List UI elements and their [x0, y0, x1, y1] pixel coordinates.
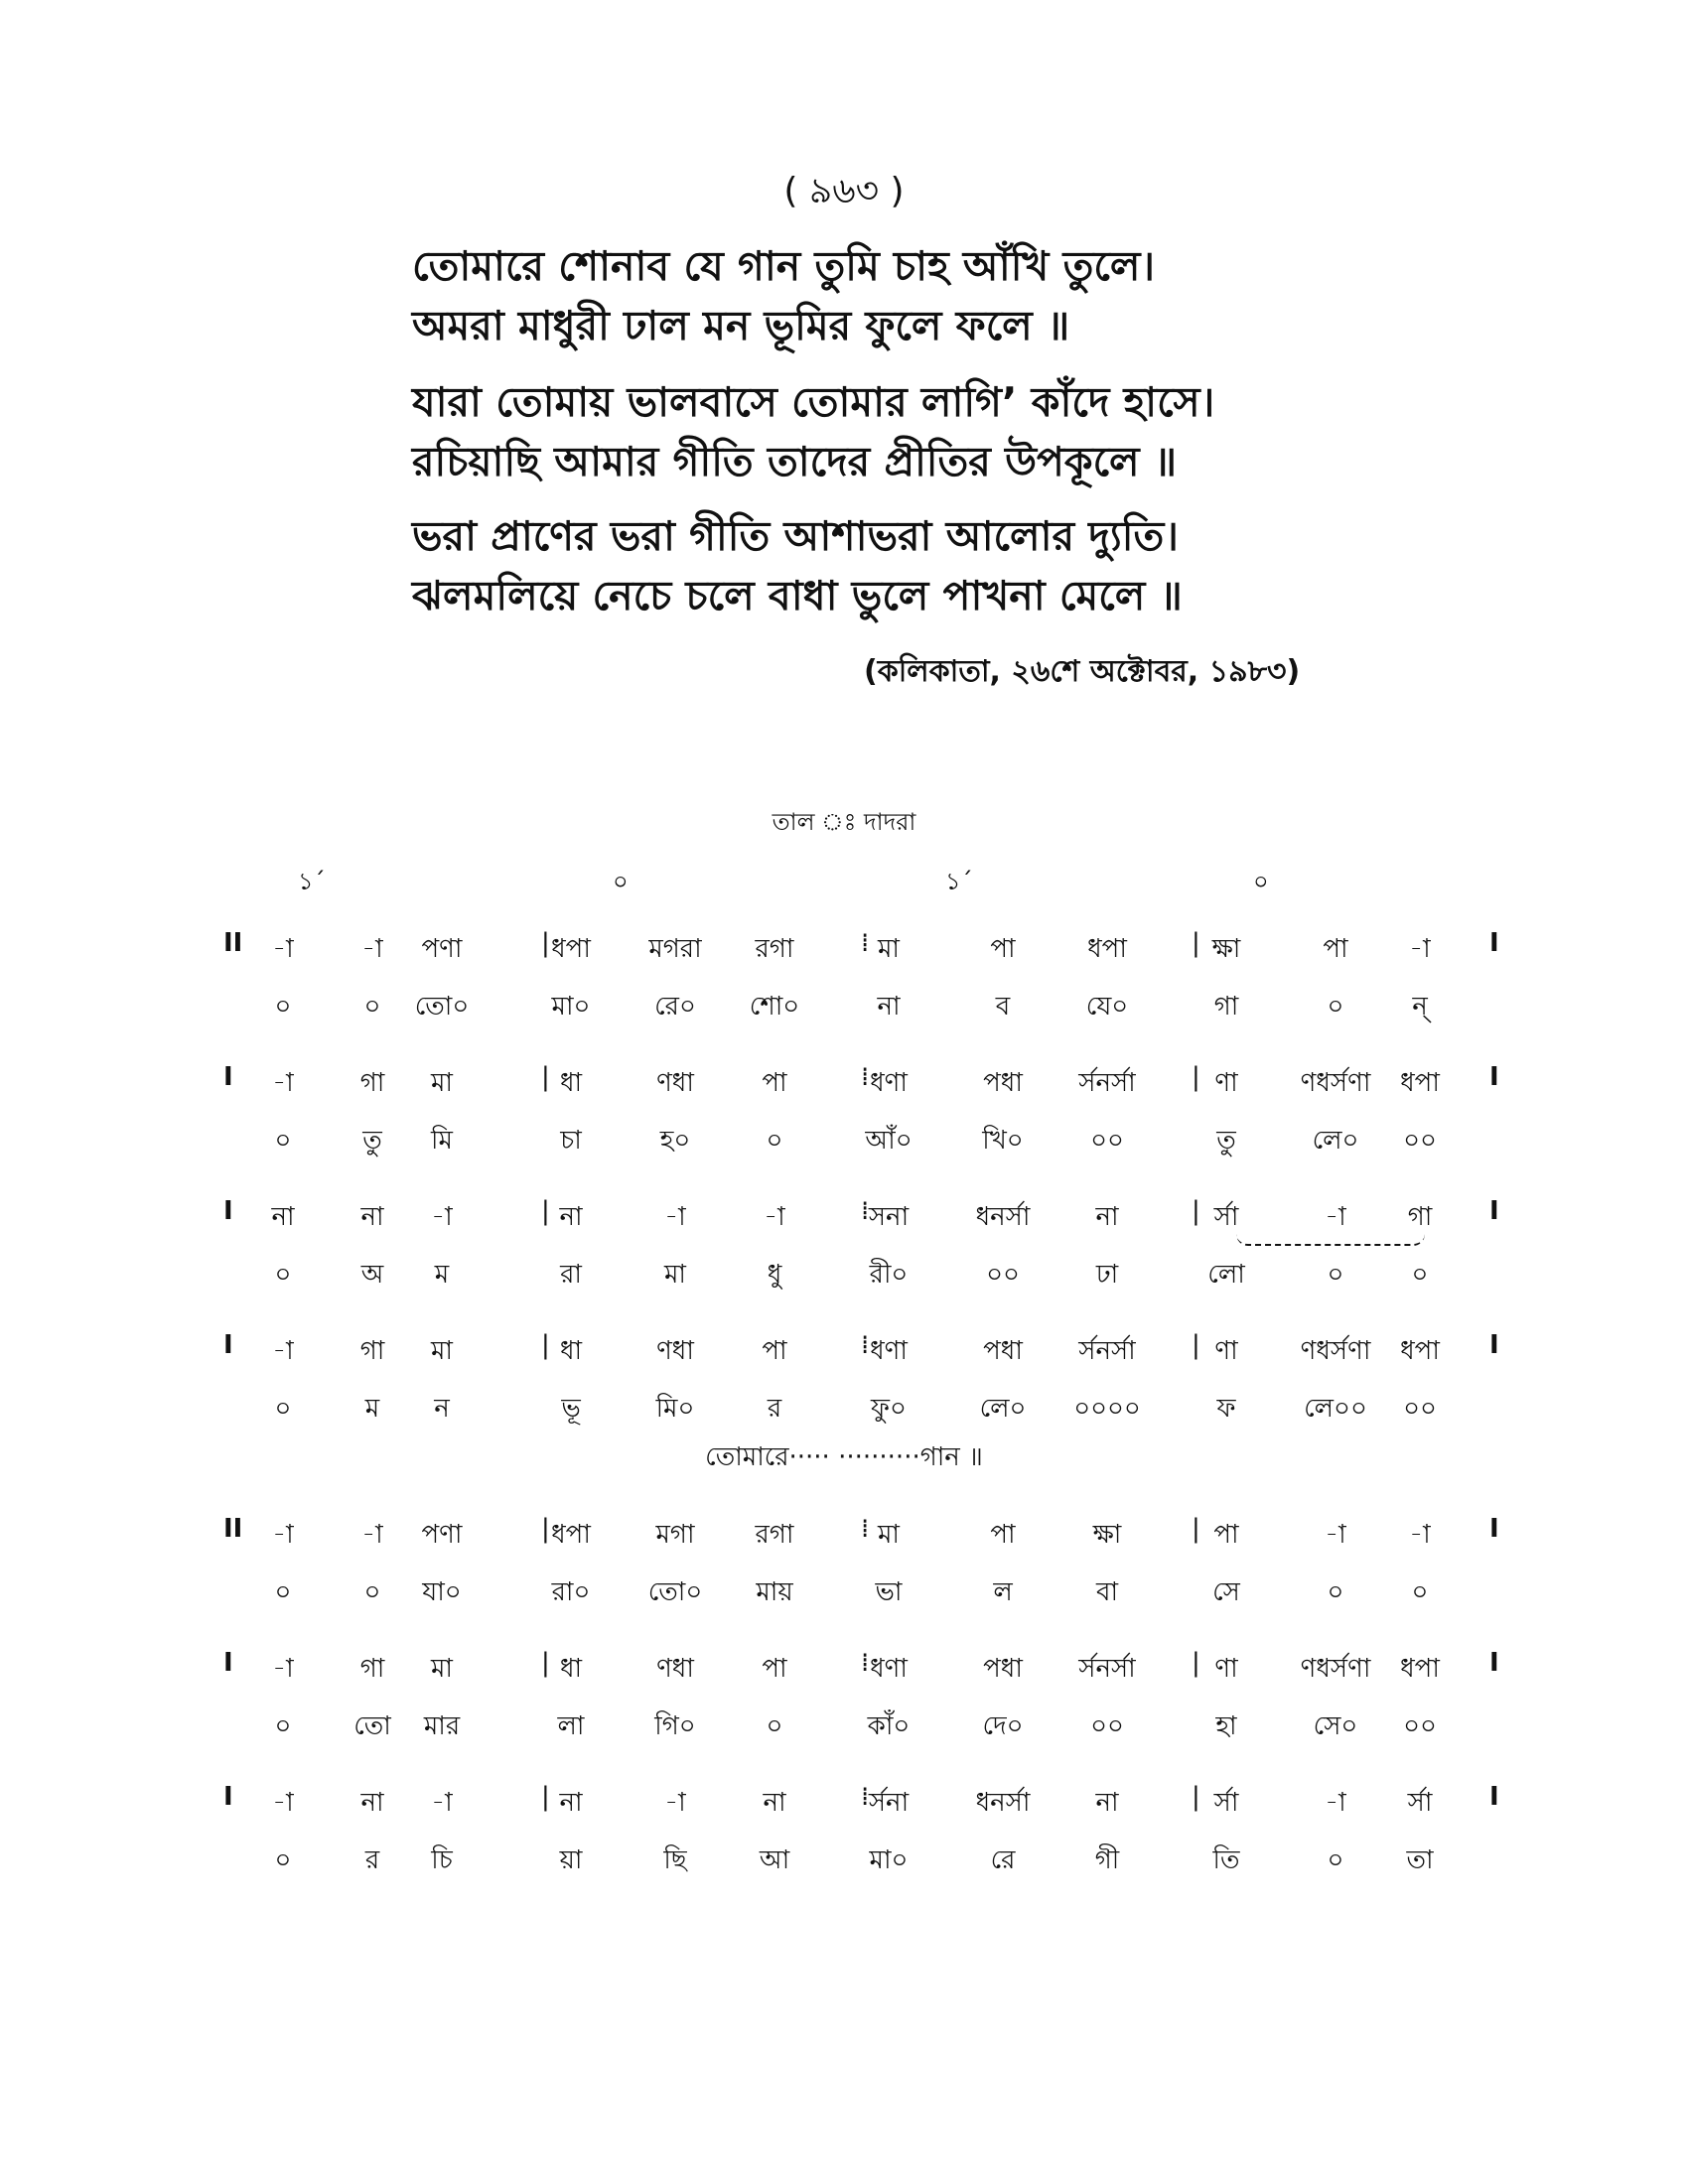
syllable-cell: ০ — [1327, 1260, 1344, 1290]
slur-mark — [1236, 1234, 1425, 1246]
beat-marker: ০ — [1253, 868, 1269, 895]
lyrics-stanza-3 — [412, 506, 1183, 625]
note-cell: -া — [272, 1068, 294, 1098]
lyric-line: রচিয়াছি আমার গীতি তাদের প্রীতির উপকূলে ॥ — [412, 438, 1178, 485]
note-cell: -া — [1325, 1520, 1346, 1550]
syllable-cell: গি০ — [654, 1711, 696, 1741]
page-number: ( ৯৬৩ ) — [783, 171, 905, 211]
syllable-cell: হ০ — [659, 1126, 691, 1156]
syllable-cell: তি — [1212, 1845, 1240, 1875]
bar-line-close: I — [1489, 1514, 1499, 1544]
note-cell: র্সা — [1213, 1202, 1239, 1232]
note-cell: না — [360, 1788, 384, 1818]
note-cell: ণা — [1214, 1068, 1238, 1098]
syllable-cell: অ — [360, 1260, 384, 1290]
note-cell: ধনর্সা — [975, 1788, 1031, 1818]
syllable-cell: তো০ — [647, 1577, 703, 1607]
note-cell: মা — [878, 1520, 900, 1550]
note-cell: না — [763, 1788, 786, 1818]
syllable-cell: না — [877, 992, 901, 1022]
note-cell: ধনর্সা — [975, 1202, 1031, 1232]
note-cell: রগা — [755, 1520, 794, 1550]
note-cell: মগরা — [648, 934, 702, 964]
note-cell: ণা — [1214, 1654, 1238, 1684]
note-cell: -া — [431, 1202, 453, 1232]
note-cell: ণধর্সণা — [1300, 1336, 1371, 1366]
note-cell: -া — [1409, 934, 1431, 964]
syllable-cell: গা — [1213, 992, 1239, 1022]
syllable-cell: ০ — [274, 1260, 292, 1290]
note-cell: র্সা — [1213, 1788, 1239, 1818]
syllable-cell: ০০ — [1403, 1394, 1437, 1424]
note-cell: পধা — [983, 1336, 1023, 1366]
syllable-cell: র — [767, 1394, 782, 1424]
note-cell: ধা — [559, 1068, 583, 1098]
syllable-cell: যে০ — [1085, 992, 1129, 1022]
note-cell: -া — [272, 1520, 294, 1550]
syllable-cell: ০ — [1327, 1845, 1344, 1875]
syllable-cell: মার — [423, 1711, 461, 1741]
note-cell: না — [559, 1788, 583, 1818]
note-cell: মা — [431, 1654, 453, 1684]
note-cell: পা — [990, 1520, 1016, 1550]
syllable-cell: ভা — [875, 1577, 903, 1607]
note-cell: ধপা — [1400, 1654, 1440, 1684]
syllable-cell: মি — [431, 1126, 453, 1156]
note-cell: গা — [1407, 1202, 1433, 1232]
syllable-cell: ০০ — [1090, 1126, 1124, 1156]
syllable-cell: লে০ — [1312, 1126, 1359, 1156]
note-cell: সনা — [868, 1202, 910, 1232]
syllable-cell: র — [364, 1845, 380, 1875]
beat-marker: ০ — [613, 868, 629, 895]
lyrics-stanza-2 — [412, 372, 1214, 491]
note-cell: ধপা — [1087, 934, 1127, 964]
note-cell: -া — [272, 1788, 294, 1818]
note-cell: ধণা — [870, 1336, 908, 1366]
syllable-cell: ভূ — [561, 1394, 581, 1424]
syllable-cell: ম — [434, 1260, 450, 1290]
syllable-cell: ম — [364, 1394, 380, 1424]
note-cell: -া — [272, 1654, 294, 1684]
beat-separator: ⁞ — [861, 1648, 870, 1678]
beat-separator: | — [541, 1514, 550, 1544]
lyrics-stanza-1 — [412, 236, 1155, 355]
note-cell: ধপা — [1400, 1336, 1440, 1366]
bar-line-open: I — [223, 1782, 233, 1812]
note-cell: পা — [1323, 934, 1348, 964]
syllable-cell: ০ — [363, 1577, 381, 1607]
beat-separator: | — [541, 1782, 550, 1812]
syllable-cell: ০ — [1327, 992, 1344, 1022]
lyric-line: যারা তোমায় ভালবাসে তোমার লাগি’ কাঁদে হাসে। — [412, 378, 1215, 426]
syllable-cell: যা০ — [422, 1577, 462, 1607]
syllable-cell: চি — [431, 1845, 453, 1875]
note-cell: মা — [431, 1068, 453, 1098]
beat-separator: | — [541, 1196, 550, 1226]
beat-separator: ⁞ — [861, 1330, 870, 1360]
syllable-cell: ০ — [766, 1126, 783, 1156]
return-line: তোমারে····· ··········গান ॥ — [705, 1442, 983, 1472]
beat-separator: | — [541, 1062, 550, 1092]
note-cell: পণা — [421, 1520, 463, 1550]
bar-line-open: I — [223, 1648, 233, 1678]
note-cell: রগা — [755, 934, 794, 964]
note-cell: ণধা — [656, 1654, 694, 1684]
beat-separator: | — [541, 928, 550, 958]
syllable-cell: হা — [1215, 1711, 1237, 1741]
lyric-line: অমরা মাধুরী ঢাল মন ভূমির ফুলে ফলে ॥ — [412, 302, 1070, 349]
beat-separator: | — [1192, 1196, 1200, 1226]
note-cell: -া — [764, 1202, 785, 1232]
syllable-cell: ব — [995, 992, 1011, 1022]
note-cell: -া — [361, 934, 383, 964]
syllable-cell: মি০ — [655, 1394, 695, 1424]
bar-line-close: I — [1489, 1782, 1499, 1812]
syllable-cell: তু — [1216, 1126, 1236, 1156]
note-cell: ধপা — [1400, 1068, 1440, 1098]
date-line: (কলিকাতা, ২৬শে অক্টোবর, ১৯৮৩) — [864, 654, 1301, 689]
beat-separator: | — [1192, 928, 1200, 958]
syllable-cell: তা — [1406, 1845, 1434, 1875]
beat-separator: | — [1192, 1062, 1200, 1092]
syllable-cell: ০ — [1327, 1577, 1344, 1607]
beat-separator: ⁞ — [861, 1062, 870, 1092]
note-cell: ক্ষা — [1092, 1520, 1122, 1550]
syllable-cell: রী০ — [869, 1260, 909, 1290]
beat-separator: ⁞ — [861, 1514, 870, 1544]
note-cell: ধপা — [551, 1520, 591, 1550]
syllable-cell: ধু — [767, 1260, 782, 1290]
syllable-cell: কাঁ০ — [867, 1711, 911, 1741]
bar-line-close: I — [1489, 928, 1499, 958]
syllable-cell: লে০০ — [1304, 1394, 1367, 1424]
note-cell: র্সনর্সা — [1078, 1654, 1136, 1684]
syllable-cell: ০ — [1411, 1577, 1429, 1607]
syllable-cell: ০ — [363, 992, 381, 1022]
syllable-cell: তো০ — [414, 992, 470, 1022]
note-cell: গা — [359, 1654, 385, 1684]
syllable-cell: ০০ — [1403, 1126, 1437, 1156]
note-cell: না — [559, 1202, 583, 1232]
note-cell: র্সনা — [868, 1788, 910, 1818]
note-cell: ণা — [1214, 1336, 1238, 1366]
syllable-cell: লে০ — [979, 1394, 1027, 1424]
syllable-cell: রে — [990, 1845, 1016, 1875]
note-cell: -া — [431, 1788, 453, 1818]
note-cell: ধা — [559, 1336, 583, 1366]
syllable-cell: ০ — [274, 1845, 292, 1875]
note-cell: ণধা — [656, 1068, 694, 1098]
syllable-cell: সে০ — [1313, 1711, 1358, 1741]
note-cell: -া — [361, 1520, 383, 1550]
beat-marker: ১´ — [298, 868, 326, 895]
note-cell: -া — [664, 1788, 686, 1818]
syllable-cell: লা — [557, 1711, 585, 1741]
note-cell: -া — [1409, 1520, 1431, 1550]
note-cell: -া — [1325, 1202, 1346, 1232]
syllable-cell: ০ — [274, 992, 292, 1022]
note-cell: গা — [359, 1068, 385, 1098]
note-cell: র্সা — [1407, 1788, 1433, 1818]
note-cell: -া — [664, 1202, 686, 1232]
syllable-cell: ০০০০ — [1073, 1394, 1141, 1424]
bar-line-close: I — [1489, 1648, 1499, 1678]
syllable-cell: ০ — [274, 1577, 292, 1607]
bar-line-open: II — [223, 928, 243, 958]
syllable-cell: মায় — [756, 1577, 793, 1607]
syllable-cell: ন্ — [1412, 992, 1428, 1022]
note-cell: পা — [1213, 1520, 1239, 1550]
bar-line-close: I — [1489, 1196, 1499, 1226]
note-cell: না — [1095, 1788, 1119, 1818]
syllable-cell: গী — [1094, 1845, 1120, 1875]
note-cell: মা — [431, 1336, 453, 1366]
syllable-cell: ০০ — [1090, 1711, 1124, 1741]
note-cell: ধণা — [870, 1068, 908, 1098]
note-cell: ণধর্সণা — [1300, 1068, 1371, 1098]
beat-separator: | — [541, 1330, 550, 1360]
tala-heading: তাল ঃ দাদরা — [772, 808, 916, 836]
syllable-cell: ল — [993, 1577, 1013, 1607]
bar-line-open: I — [223, 1196, 233, 1226]
syllable-cell: ফু০ — [871, 1394, 907, 1424]
syllable-cell: ০০ — [1403, 1711, 1437, 1741]
syllable-cell: রা০ — [551, 1577, 591, 1607]
lyric-line: ভরা প্রাণের ভরা গীতি আশাভরা আলোর দ্যুতি। — [412, 512, 1179, 560]
bar-line-close: I — [1489, 1062, 1499, 1092]
note-cell: না — [360, 1202, 384, 1232]
syllable-cell: ছি — [663, 1845, 687, 1875]
note-cell: ক্ষা — [1211, 934, 1241, 964]
note-cell: না — [271, 1202, 295, 1232]
syllable-cell: বা — [1095, 1577, 1118, 1607]
note-cell: র্সনর্সা — [1078, 1336, 1136, 1366]
note-cell: ণধর্সণা — [1300, 1654, 1371, 1684]
syllable-cell: লো — [1207, 1260, 1245, 1290]
syllable-cell: মা০ — [551, 992, 591, 1022]
syllable-cell: খি০ — [982, 1126, 1024, 1156]
beat-separator: ⁞ — [861, 928, 870, 958]
syllable-cell: শো০ — [749, 992, 800, 1022]
note-cell: পধা — [983, 1654, 1023, 1684]
beat-separator: ⁞ — [861, 1782, 870, 1812]
beat-separator: | — [1192, 1782, 1200, 1812]
syllable-cell: ঢা — [1095, 1260, 1119, 1290]
bar-line-open: I — [223, 1062, 233, 1092]
lyric-line: ঝলমলিয়ে নেচে চলে বাধা ভুলে পাখনা মেলে ॥ — [412, 572, 1183, 619]
beat-separator: ⁞ — [861, 1196, 870, 1226]
note-cell: -া — [272, 934, 294, 964]
note-cell: -া — [272, 1336, 294, 1366]
syllable-cell: ০ — [1411, 1260, 1429, 1290]
note-cell: পা — [762, 1336, 787, 1366]
syllable-cell: মা০ — [869, 1845, 909, 1875]
syllable-cell: ০ — [274, 1711, 292, 1741]
syllable-cell: সে — [1212, 1577, 1240, 1607]
syllable-cell: ০০ — [986, 1260, 1020, 1290]
syllable-cell: আঁ০ — [865, 1126, 913, 1156]
beat-marker: ১´ — [945, 868, 973, 895]
lyric-line: তোমারে শোনাব যে গান তুমি চাহ আঁখি তুলে। — [412, 242, 1156, 290]
note-cell: পা — [990, 934, 1016, 964]
note-cell: গা — [359, 1336, 385, 1366]
note-cell: ধা — [559, 1654, 583, 1684]
note-cell: ধপা — [551, 934, 591, 964]
syllable-cell: আ — [759, 1845, 790, 1875]
beat-separator: | — [541, 1648, 550, 1678]
syllable-cell: দে০ — [982, 1711, 1024, 1741]
syllable-cell: ০ — [274, 1126, 292, 1156]
note-cell: মগা — [655, 1520, 695, 1550]
note-cell: পধা — [983, 1068, 1023, 1098]
syllable-cell: মা — [664, 1260, 686, 1290]
note-cell: র্সনর্সা — [1078, 1068, 1136, 1098]
note-cell: -া — [1325, 1788, 1346, 1818]
syllable-cell: ০ — [766, 1711, 783, 1741]
syllable-cell: ফ — [1216, 1394, 1236, 1424]
syllable-cell: ০ — [274, 1394, 292, 1424]
syllable-cell: তো — [353, 1711, 391, 1741]
bar-line-close: I — [1489, 1330, 1499, 1360]
syllable-cell: চা — [560, 1126, 582, 1156]
beat-separator: | — [1192, 1648, 1200, 1678]
syllable-cell: ন — [434, 1394, 450, 1424]
note-cell: মা — [878, 934, 900, 964]
beat-separator: | — [1192, 1514, 1200, 1544]
syllable-cell: রে০ — [654, 992, 696, 1022]
bar-line-open: II — [223, 1514, 243, 1544]
note-cell: পা — [762, 1654, 787, 1684]
note-cell: ধণা — [870, 1654, 908, 1684]
syllable-cell: রা — [560, 1260, 582, 1290]
note-cell: পা — [762, 1068, 787, 1098]
bar-line-open: I — [223, 1330, 233, 1360]
beat-separator: | — [1192, 1330, 1200, 1360]
note-cell: না — [1095, 1202, 1119, 1232]
syllable-cell: য়া — [559, 1845, 583, 1875]
note-cell: পণা — [421, 934, 463, 964]
syllable-cell: তু — [362, 1126, 382, 1156]
note-cell: ণধা — [656, 1336, 694, 1366]
